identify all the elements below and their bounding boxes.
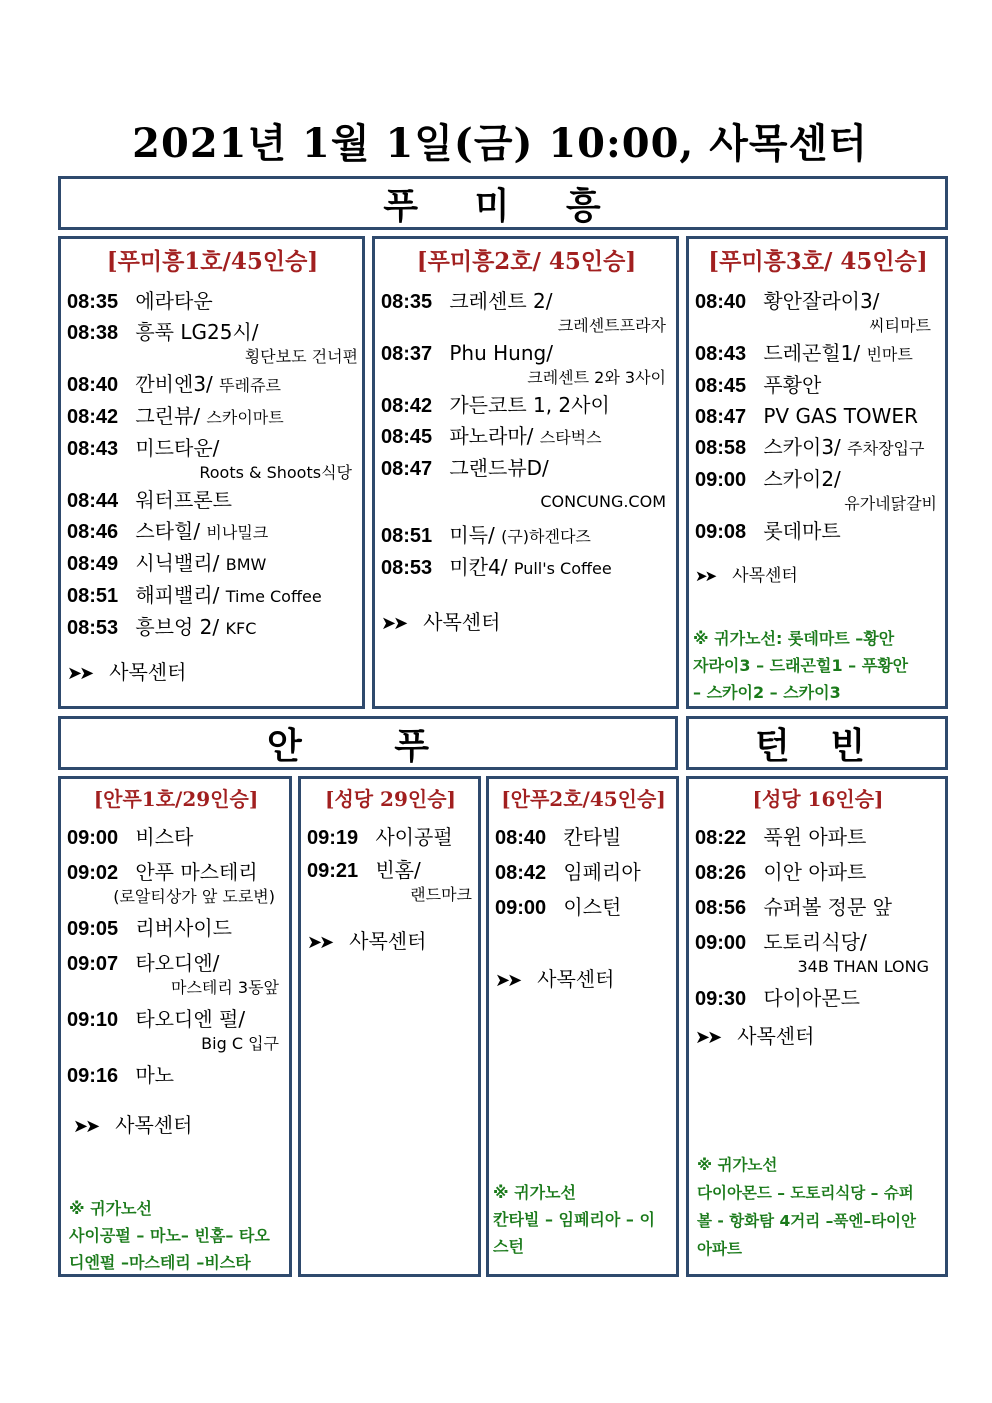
stop-row: 08:38 흥푹 LG25시/ bbox=[67, 320, 259, 344]
stop-row: 09:07 타오디엔/ bbox=[67, 951, 220, 975]
arrow-icon: ➤➤ bbox=[495, 970, 520, 991]
stop-detail: 랜드마크 bbox=[410, 885, 472, 904]
stop-row: 08:44 워터프론트 bbox=[67, 488, 232, 512]
stop-row: 08:40 깐비엔3/ 뚜레쥬르 bbox=[67, 372, 281, 396]
return-route-note: ※ 귀가노선: 롯데마트 –황안 자라이3 – 드래곤힐1 – 푸황안 – 스카이2 – 스카이3 bbox=[693, 629, 909, 702]
route-box-pmh1 bbox=[58, 236, 365, 709]
stop-row: 08:49 시닉밸리/ BMW bbox=[67, 551, 267, 575]
stop-row: 08:45 파노라마/ 스타벅스 bbox=[381, 424, 602, 448]
route-box-pmh3 bbox=[686, 236, 948, 709]
stop-row: 08:58 스카이3/ 주차장입구 bbox=[695, 435, 925, 459]
route-header: [푸미흥2호/ 45인승] bbox=[416, 248, 637, 275]
return-route-note: ※ 귀가노선 사이공펄 – 마노– 빈홈– 타오 디엔펄 –마스테리 –비스타 bbox=[69, 1199, 270, 1272]
stop-row: 08:42 가든코트 1, 2사이 bbox=[381, 393, 610, 417]
stop-row: 09:30 다이아몬드 bbox=[695, 986, 860, 1010]
arrow-icon: ➤➤ bbox=[381, 613, 406, 634]
section-an-phu bbox=[58, 716, 678, 770]
stop-detail: 유가네닭갈비 bbox=[844, 494, 937, 513]
arrow-icon: ➤➤ bbox=[695, 567, 715, 585]
section-thu-thiem bbox=[686, 716, 948, 770]
stop-row: 08:46 스타힐/ 비나밀크 bbox=[67, 519, 269, 543]
stop-row: 08:42 임페리아 bbox=[495, 860, 641, 884]
destination: ➤➤ 사목센터 bbox=[695, 1024, 815, 1048]
stop-row: 09:00 도토리식당/ bbox=[695, 930, 867, 954]
stop-row: 08:43 드레곤힐1/ 빈마트 bbox=[695, 341, 913, 365]
return-route-note: ※ 귀가노선 다이아몬드 – 도토리식당 – 슈퍼 볼 - 항화탐 4거리 –푹엔–타이안 아파트 bbox=[697, 1156, 917, 1258]
stop-row: 09:19 사이공펄 bbox=[307, 825, 453, 849]
stop-row: 08:47 그랜드뷰D/ bbox=[381, 456, 549, 480]
stop-detail: 횡단보도 건너편 bbox=[244, 347, 358, 366]
stop-row: 08:53 미칸4/ Pull's Coffee bbox=[381, 555, 612, 579]
stop-detail: (로알티상가 앞 도로변) bbox=[113, 887, 275, 906]
stop-detail: CONCUNG.COM bbox=[540, 492, 666, 511]
section-title: 안 푸 bbox=[266, 724, 470, 767]
route-box-sd16 bbox=[686, 776, 948, 1277]
stop-row: 09:08 롯데마트 bbox=[695, 519, 841, 543]
arrow-icon: ➤➤ bbox=[73, 1116, 98, 1137]
route-box-sd29 bbox=[298, 776, 481, 1277]
route-header: [푸미흥3호/ 45인승] bbox=[708, 248, 928, 275]
route-header: [푸미흥1호/45인승] bbox=[106, 248, 319, 275]
stop-row: 09:16 마노 bbox=[67, 1063, 174, 1087]
destination: ➤➤ 사목센터 bbox=[307, 929, 427, 953]
stop-row: 09:05 리버사이드 bbox=[67, 916, 232, 940]
stop-row: 08:43 미드타운/ bbox=[67, 436, 220, 460]
stop-detail: 마스테리 3동앞 bbox=[170, 978, 279, 997]
route-header: [성당 16인승] bbox=[752, 787, 884, 811]
destination: ➤➤ 사목센터 bbox=[381, 610, 501, 634]
stop-row: 08:26 이안 아파트 bbox=[695, 860, 867, 884]
destination: ➤➤ 사목센터 bbox=[695, 566, 798, 586]
stop-row: 08:22 푹윈 아파트 bbox=[695, 825, 867, 849]
route-header: [안푸2호/45인승] bbox=[501, 787, 666, 811]
route-header: [안푸1호/29인승] bbox=[93, 787, 259, 811]
stop-row: 08:56 슈퍼볼 정문 앞 bbox=[695, 895, 892, 919]
stop-detail: 크레센트 2와 3사이 bbox=[527, 368, 666, 387]
stop-row: 09:00 이스턴 bbox=[495, 895, 622, 919]
page-title: 2021년 1월 1일(금) 10:00, 사목센터 bbox=[132, 120, 868, 167]
stop-row: 08:40 황안잘라이3/ bbox=[695, 289, 880, 313]
stop-row: 09:21 빈홈/ bbox=[307, 858, 421, 882]
stop-row: 08:53 흥브엉 2/ KFC bbox=[67, 615, 257, 639]
stop-detail: 크레센트프라자 bbox=[557, 316, 666, 335]
arrow-icon: ➤➤ bbox=[307, 932, 332, 953]
section-title: 푸 미 흥 bbox=[383, 184, 623, 227]
destination: ➤➤ 사목센터 bbox=[67, 660, 187, 684]
stop-row: 09:10 타오디엔 펄/ bbox=[67, 1007, 246, 1031]
destination: ➤➤ 사목센터 bbox=[495, 967, 615, 991]
stop-row: 09:02 안푸 마스테리 bbox=[67, 860, 258, 884]
section-title: 턴 빈 bbox=[754, 724, 880, 767]
stop-detail: 34B THAN LONG bbox=[797, 957, 929, 976]
return-route-note: ※ 귀가노선 칸타빌 – 임페리아 – 이 스턴 bbox=[493, 1183, 655, 1256]
section-phu-my-hung bbox=[58, 176, 948, 230]
stop-row: 09:00 스카이2/ bbox=[695, 467, 841, 491]
destination: ➤➤ 사목센터 bbox=[73, 1113, 193, 1137]
route-box-ap1 bbox=[58, 776, 292, 1277]
route-box-ap2 bbox=[486, 776, 679, 1277]
stop-detail: Big C 입구 bbox=[201, 1034, 279, 1053]
arrow-icon: ➤➤ bbox=[695, 1027, 720, 1048]
stop-row: 08:37 Phu Hung/ bbox=[381, 341, 553, 365]
arrow-icon: ➤➤ bbox=[67, 663, 92, 684]
stop-row: 08:35 에라타운 bbox=[67, 289, 213, 313]
stop-row: 08:51 미득/ (구)하겐다즈 bbox=[381, 523, 591, 547]
stop-row: 08:45 푸황안 bbox=[695, 373, 822, 397]
stop-row: 09:00 비스타 bbox=[67, 825, 194, 849]
stop-row: 08:40 칸타빌 bbox=[495, 825, 622, 849]
route-header: [성당 29인승] bbox=[324, 787, 456, 811]
stop-row: 08:42 그린뷰/ 스카이마트 bbox=[67, 404, 284, 428]
stop-row: 08:35 크레센트 2/ bbox=[381, 289, 553, 313]
stop-row: 08:51 해피밸리/ Time Coffee bbox=[67, 583, 322, 607]
stop-detail: Roots & Shoots식당 bbox=[199, 463, 352, 482]
stop-detail: 씨티마트 bbox=[869, 316, 931, 335]
route-box-pmh2 bbox=[372, 236, 679, 709]
stop-row: 08:47 PV GAS TOWER bbox=[695, 404, 918, 428]
